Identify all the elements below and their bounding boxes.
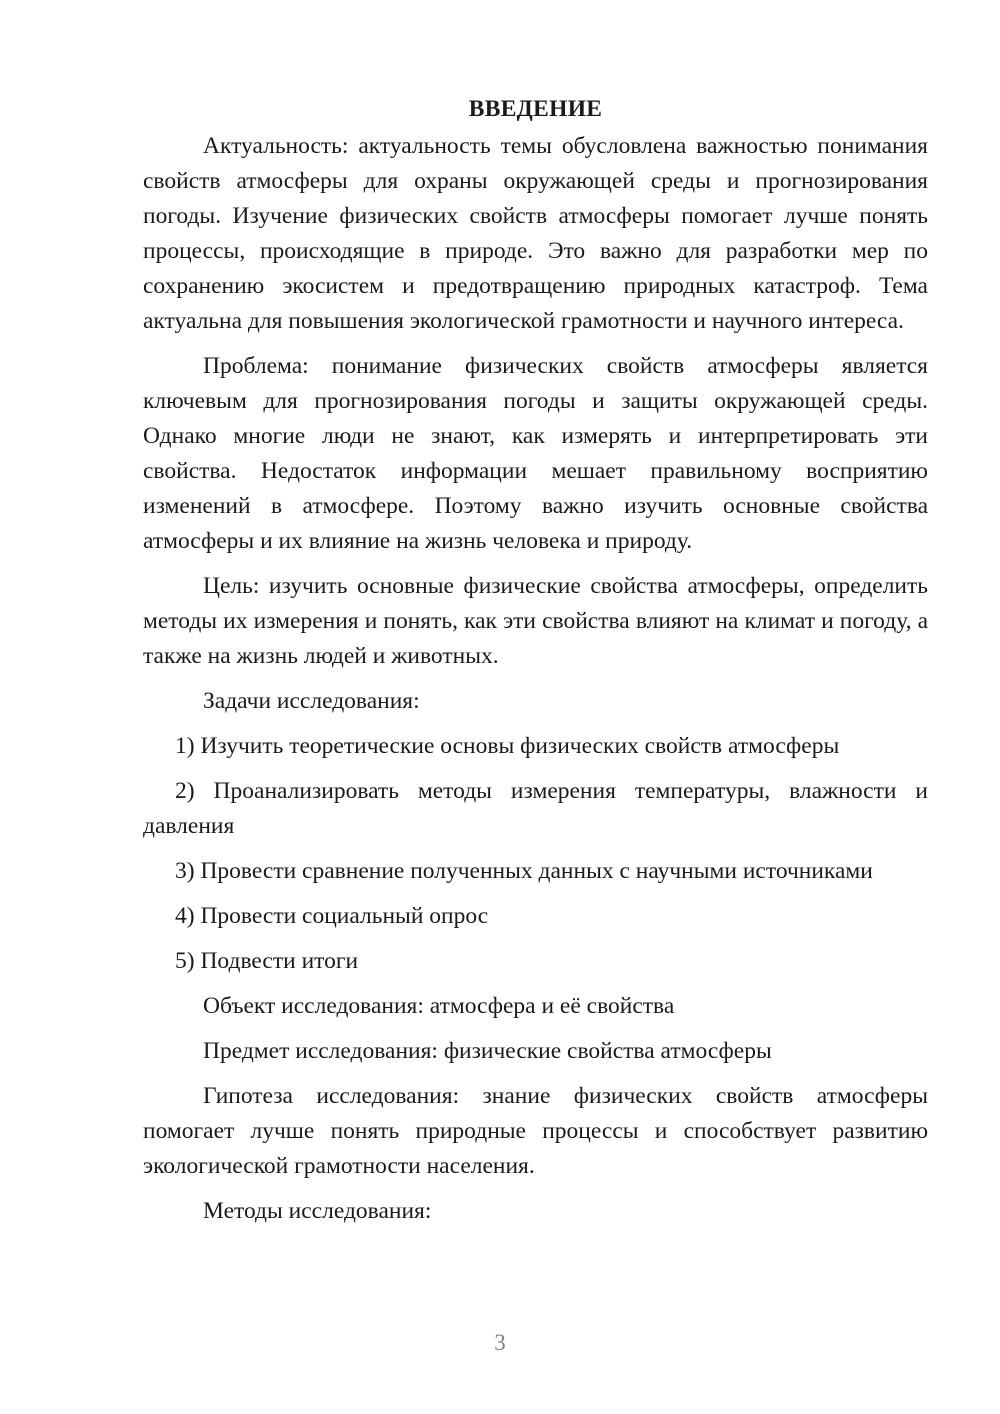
- task-item-5: 5) Подвести итоги: [175, 948, 359, 974]
- methods-heading: Методы исследования:: [203, 1198, 432, 1224]
- document-page: [143, 92, 928, 1239]
- task-item-4: 4) Провести социальный опрос: [175, 903, 489, 929]
- subject-paragraph: Предмет исследования: физические свойства атмосферы: [203, 1038, 772, 1064]
- task-item-1: 1) Изучить теоретические основы физических свойств атмосферы: [175, 733, 840, 759]
- task-item-3: 3) Провести сравнение полученных данных с научными источниками: [175, 858, 873, 884]
- page-number: 3: [494, 1330, 506, 1355]
- relevance-paragraph: Актуальность: актуальность темы обусловлена важностью понимания свойств атмосферы для охраны окружающей среды и прогнозирования погоды. Изучение физических свойств атмосферы помогает лучше понять процессы, происходящие в природе. Это важно для разработки мер по сохранению экосистем и предотвращению природных катастроф. Тема актуальна для повышения экологической грамотности и научного интереса.: [143, 133, 928, 334]
- tasks-heading: Задачи исследования:: [203, 688, 420, 714]
- page-title: ВВЕДЕНИЕ: [468, 96, 603, 122]
- goal-paragraph: Цель: изучить основные физические свойства атмосферы, определить методы их измерения и понять, как эти свойства влияют на климат и погоду, а также на жизнь людей и животных.: [143, 573, 928, 669]
- object-paragraph: Объект исследования: атмосфера и её свойства: [203, 993, 675, 1019]
- hypothesis-paragraph: Гипотеза исследования: знание физических свойств атмосферы помогает лучше понять природные процессы и способствует развитию экологической грамотности населения.: [143, 1083, 928, 1179]
- task-item-2: 2) Проанализировать методы измерения температуры, влажности и давления: [143, 778, 928, 839]
- problem-paragraph: Проблема: понимание физических свойств атмосферы является ключевым для прогнозирования погоды и защиты окружающей среды. Однако многие люди не знают, как измерять и интерпретировать эти свойства. Недостаток информации мешает правильному восприятию изменений в атмосфере. Поэтому важно изучить основные свойства атмосферы и их влияние на жизнь человека и природу.: [143, 353, 928, 554]
